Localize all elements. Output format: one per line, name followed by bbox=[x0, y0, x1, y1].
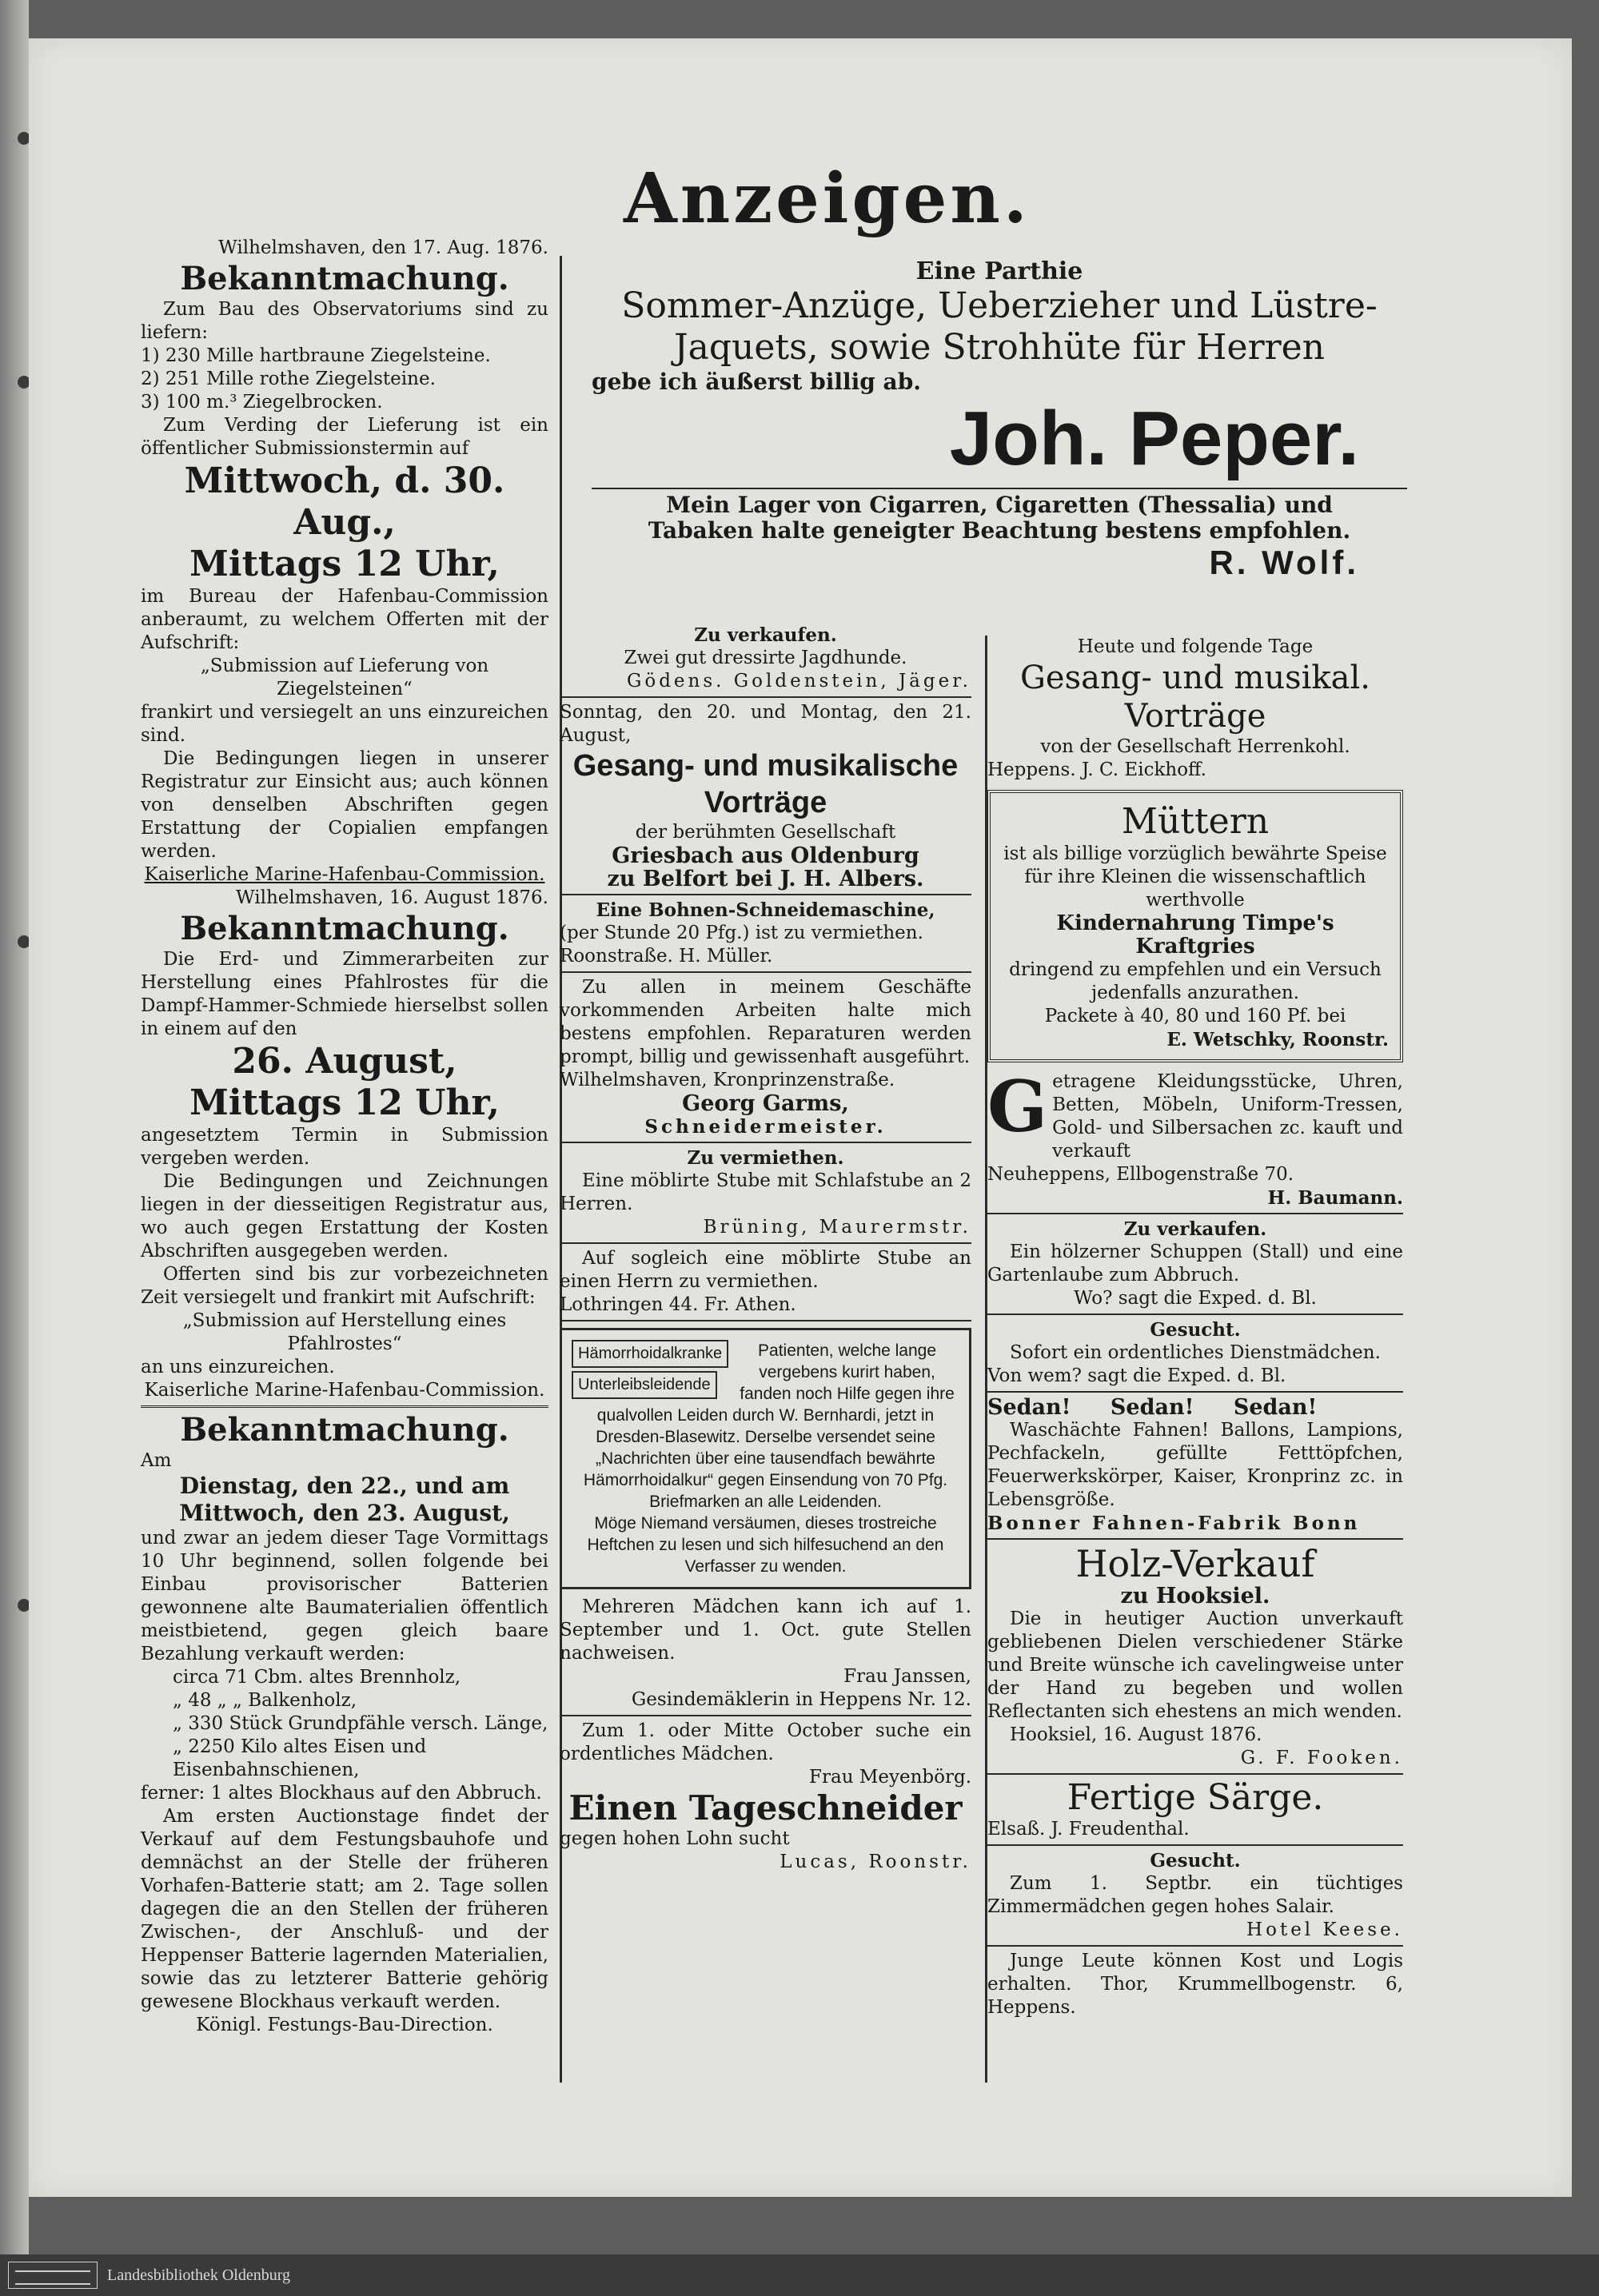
ad2-sign: Kaiserliche Marine-Hafenbau-Commission. bbox=[144, 1380, 545, 1401]
ad1-text1: Zum Bau des Observatoriums sind zu liefern: bbox=[141, 299, 548, 343]
ad-b5-title: Zu vermiethen. bbox=[687, 1147, 844, 1169]
ad2-when2: Mittags 12 Uhr, bbox=[189, 1082, 500, 1123]
ad1-quote: „Submission auf Lieferung von Ziegelsteinen“ bbox=[200, 656, 489, 700]
ad1-sign: Kaiserliche Marine-Hafenbau-Commission. bbox=[144, 864, 545, 885]
ad-b1-sign: Gödens. Goldenstein, Jäger. bbox=[626, 671, 971, 692]
ad-b2-place: zu Belfort bei J. H. Albers. bbox=[607, 867, 924, 891]
ad-c7-place: Hooksiel, 16. August 1876. bbox=[1010, 1724, 1262, 1745]
ad-c2-title: Müttern bbox=[1121, 801, 1270, 842]
ad-c2-box bbox=[987, 790, 1403, 1062]
ad1-text3: im Bureau der Hafenbau-Commission anberaumt, zu welchem Offerten mit der Aufschrift: bbox=[141, 586, 548, 653]
ad2-text2: angesetztem Termin in Submission vergeben werden. bbox=[141, 1125, 548, 1169]
ad-c9-text: Zum 1. Septbr. ein tüchtiges Zimmermädchen gegen hohes Salair. bbox=[987, 1873, 1403, 1917]
ad-c3 bbox=[987, 1065, 1403, 1163]
ad-b4-text: Zu allen in meinem Geschäfte vorkommenden Arbeiten halte mich bestens empfohlen. Reparaturen werden prompt, billig und gewissenhaft ausgeführt. bbox=[560, 977, 971, 1067]
ad-c7-sign: G. F. Fooken. bbox=[1240, 1748, 1403, 1768]
ad2-title: Bekanntmachung. bbox=[180, 910, 509, 947]
ad-c2-text2: dringend zu empfehlen und ein Versuch jedenfalls anzurathen. bbox=[1009, 959, 1382, 1003]
ad-c10-text: Junge Leute können Kost und Logis erhalten. Thor, Krummellbogenstr. 6, Heppens. bbox=[987, 1951, 1403, 2018]
ad-peper bbox=[592, 257, 1407, 582]
ad-c1-text2: von der Gesellschaft Herrenkohl. bbox=[1040, 736, 1350, 757]
ad-b2-text2: der berühmten Gesellschaft bbox=[635, 822, 896, 843]
ad-c5-title: Gesucht. bbox=[1150, 1319, 1241, 1341]
ad-c4-title: Zu verkaufen. bbox=[1123, 1218, 1267, 1240]
ad2-text3: Die Bedingungen und Zeichnungen liegen in der diesseitigen Registratur aus, wo auch gegen Erstattung der Kosten Abschriften ausgegeben werden. bbox=[141, 1171, 548, 1262]
ad-wolf-line2: Tabaken halte geneigter Beachtung bestens empfohlen. bbox=[648, 517, 1351, 544]
ad-peper-line3: Jaquets, sowie Strohhüte für Herren bbox=[673, 327, 1326, 368]
ad1-item: 2) 251 Mille rothe Ziegelsteine. bbox=[141, 369, 436, 389]
ad2-text1: Die Erd- und Zimmerarbeiten zur Herstellung eines Pfahlrostes für die Dampf-Hammer-Schmiede hierselbst sollen in einem auf den bbox=[141, 949, 548, 1039]
ad-c9-sign: Hotel Keese. bbox=[1246, 1919, 1403, 1940]
ad-b7-tag1: Hämorrhoidalkranke bbox=[572, 1340, 728, 1368]
ad-c7-text: Die in heutiger Auction unverkauft gebliebenen Dielen verschiedener Stärke und Breite wünsche ich cavelingweise unter der Hand zu begeben und wollen Reflectanten sich ehestens an mich wenden. bbox=[987, 1608, 1403, 1722]
ad3-when: Dienstag, den 22., und am Mittwoch, den 23. August, bbox=[179, 1473, 510, 1526]
ad-c7-title: Holz-Verkauf bbox=[1075, 1542, 1315, 1585]
ad1-title: Bekanntmachung. bbox=[180, 260, 509, 297]
ad-b6-sign: Lothringen 44. Fr. Athen. bbox=[560, 1294, 796, 1315]
ad-b10-text: gegen hohen Lohn sucht bbox=[560, 1828, 790, 1849]
ad-c3-initial: G bbox=[987, 1065, 1048, 1148]
ad-c4-sign: Wo? sagt die Exped. d. Bl. bbox=[1074, 1288, 1317, 1309]
column-1 bbox=[141, 237, 548, 2037]
ad-c1-text: Heute und folgende Tage bbox=[1077, 636, 1314, 657]
ad-c1-sign: Heppens. J. C. Eickhoff. bbox=[987, 759, 1206, 780]
ad-b2-text: Sonntag, den 20. und Montag, den 21. August, bbox=[560, 702, 971, 746]
ad-b1-title: Zu verkaufen. bbox=[694, 624, 837, 646]
ad-b6-text: Auf sogleich eine möblirte Stube an einen Herrn zu vermiethen. bbox=[560, 1248, 971, 1292]
ad-c4-text: Ein hölzerner Schuppen (Stall) und eine Gartenlaube zum Abbruch. bbox=[987, 1242, 1403, 1286]
ad2-quote: „Submission auf Herstellung eines Pfahlrostes“ bbox=[182, 1310, 507, 1354]
ad-c1-title: Gesang- und musikal. Vorträge bbox=[1019, 660, 1371, 735]
ad-b2-name: Griesbach aus Oldenburg bbox=[612, 843, 919, 868]
library-logo-icon bbox=[8, 2262, 98, 2289]
ad-c2-sign: E. Wetschky, Roonstr. bbox=[1166, 1029, 1389, 1050]
ad3-item: „ 2250 Kilo altes Eisen und Eisenbahnschienen, bbox=[173, 1736, 427, 1780]
ad-b7-tag2: Unterleibsleidende bbox=[572, 1371, 717, 1399]
ad-b7-text: Patienten, welche lange vergebens kurirt haben, fanden noch Hilfe gegen ihre qualvollen Leiden durch W. Bernhardi, jetzt in Dresden-Blasewitz. Derselbe versendet seine „Nachrichten über eine tausendfach bewährte Hämorrhoidalkur“ gegen Einsendung von 70 Pfg. Briefmarken an alle Leidenden. bbox=[583, 1341, 955, 1511]
ad-peper-line2: Sommer-Anzüge, Ueberzieher und Lüstre- bbox=[621, 285, 1378, 326]
ad-c2-text3: Packete à 40, 80 und 160 Pf. bei bbox=[1044, 1006, 1346, 1026]
ad-c7-sub: zu Hooksiel. bbox=[1120, 1584, 1270, 1608]
ad2-date: Wilhelmshaven, 16. August 1876. bbox=[236, 887, 548, 908]
ad-wolf-line1: Mein Lager von Cigarren, Cigaretten (Thessalia) und bbox=[666, 492, 1333, 518]
ad-b3-sign: Roonstraße. H. Müller. bbox=[560, 946, 773, 967]
ad-b9-sign: Frau Meyenbörg. bbox=[809, 1767, 971, 1788]
ad2-text5: an uns einzureichen. bbox=[141, 1357, 335, 1377]
ad3-sign: Königl. Festungs-Bau-Direction. bbox=[196, 2015, 493, 2035]
ad3-text3: Am ersten Auctionstage findet der Verkauf auf dem Festungsbauhofe und demnächst an der Stelle der früheren Vorhafen-Batterie statt; am 2. Tage sollen dagegen die an den Stellen der früheren Zwischen-, der Anschluß- und der Heppenser Batterie lagernden Materialien, sowie das zu letzterer Batterie gehörig gewesene Blockhaus verkauft werden. bbox=[141, 1806, 548, 2012]
ad3-am: Am bbox=[141, 1450, 172, 1471]
ad-c8-title: Fertige Särge. bbox=[1067, 1777, 1324, 1818]
ad3-text1: und zwar an jedem dieser Tage Vormittags 10 Uhr beginnend, sollen folgende bei Einbau provisorischer Batterien gewonnene alte Baumaterialien öffentlich meistbietend, gegen gleich baare Bezahlung verkauft werden: bbox=[141, 1528, 548, 1664]
page-title: Anzeigen. bbox=[624, 158, 1031, 239]
ad1-text5: Die Bedingungen liegen in unserer Registratur zur Einsicht aus; auch können von denselben Abschriften gegen Erstattung der Copialien empfangen werden. bbox=[141, 748, 548, 862]
ad2-text4: Offerten sind bis zur vorbezeichneten Zeit versiegelt und frankirt mit Aufschrift: bbox=[141, 1264, 548, 1308]
ad-peper-line1: Eine Parthie bbox=[915, 257, 1083, 285]
ad1-when1: Mittwoch, d. 30. Aug., bbox=[184, 460, 505, 543]
ad-c6-text: Waschächte Fahnen! Ballons, Lampions, Pechfackeln, gefüllte Fetttöpfchen, Feuerwerkskörper, Kaiser, Kronprinz zc. in Lebensgröße. bbox=[987, 1420, 1403, 1510]
ad-b7-text2: Möge Niemand versäumen, dieses trostreiche Heftchen zu lesen und sich hilfesuchend an den Verfasser zu wenden. bbox=[587, 1514, 944, 1576]
ad-b10-title: Einen Tageschneider bbox=[568, 1788, 963, 1828]
ad3-item: „ 330 Stück Grundpfähle versch. Länge, bbox=[173, 1713, 548, 1734]
ad-b8-sign2: Gesindemäklerin in Heppens Nr. 12. bbox=[631, 1689, 971, 1710]
ad-b1-text: Zwei gut dressirte Jagdhunde. bbox=[624, 648, 907, 668]
ad-b4-job: Schneidermeister. bbox=[644, 1116, 887, 1138]
ad-b5-text: Eine möblirte Stube mit Schlafstube an 2 Herren. bbox=[560, 1170, 971, 1214]
ad-c8-sign: Elsaß. J. Freudenthal. bbox=[987, 1819, 1190, 1840]
ad-b3-text2: (per Stunde 20 Pfg.) ist zu vermiethen. bbox=[560, 923, 923, 943]
ad2-when1: 26. August, bbox=[232, 1041, 457, 1082]
ad1-item: 1) 230 Mille hartbraune Ziegelsteine. bbox=[141, 345, 491, 366]
ad1-text2: Zum Verding der Lieferung ist ein öffentlicher Submissionstermin auf bbox=[141, 415, 548, 459]
ad-b2-title: Gesang- und musikalische Vorträge bbox=[572, 749, 959, 819]
book-spine bbox=[0, 0, 29, 2296]
ad-peper-line4: gebe ich äußerst billig ab. bbox=[592, 369, 922, 395]
ad-b5-sign: Brüning, Maurermstr. bbox=[703, 1217, 971, 1238]
ad-wolf-name: R. Wolf. bbox=[1209, 544, 1359, 581]
ad-c5-text2: Von wem? sagt die Exped. d. Bl. bbox=[987, 1365, 1286, 1386]
ad3-item: circa 71 Cbm. altes Brennholz, bbox=[173, 1667, 461, 1688]
ad1-item: 3) 100 m.³ Ziegelbrocken. bbox=[141, 392, 383, 413]
ad3-item: „ 48 „ „ Balkenholz, bbox=[173, 1690, 357, 1711]
ad-b4-name: Georg Garms, bbox=[682, 1091, 849, 1116]
ad-peper-name: Joh. Peper. bbox=[949, 396, 1359, 481]
ad-b9-text: Zum 1. oder Mitte October suche ein ordentliches Mädchen. bbox=[560, 1720, 971, 1764]
ad1-when2: Mittags 12 Uhr, bbox=[189, 544, 500, 584]
ad-c3-place: Neuheppens, Ellbogenstraße 70. bbox=[987, 1164, 1294, 1185]
ad-b7-box bbox=[560, 1328, 971, 1589]
ad-c3-text: etragene Kleidungsstücke, Uhren, Betten, Möbeln, Uniform-Tressen, Gold- und Silbersachen zc. kauft und verkauft bbox=[1052, 1071, 1403, 1162]
ad1-date: Wilhelmshaven, den 17. Aug. 1876. bbox=[218, 237, 548, 258]
library-name: Landesbibliothek Oldenburg bbox=[107, 2266, 291, 2284]
ad-c5-text: Sofort ein ordentliches Dienstmädchen. bbox=[1010, 1342, 1381, 1363]
ad-b8-sign: Frau Janssen, bbox=[843, 1666, 971, 1687]
ad-b4-place: Wilhelmshaven, Kronprinzenstraße. bbox=[560, 1070, 895, 1090]
ad-b3-text: Eine Bohnen-Schneidemaschine, bbox=[596, 899, 935, 921]
ad3-title: Bekanntmachung. bbox=[180, 1411, 509, 1449]
ad-c6-title: Sedan! Sedan! Sedan! bbox=[987, 1395, 1318, 1420]
ad-c3-sign: H. Baumann. bbox=[1267, 1187, 1403, 1209]
ad1-text4: frankirt und versiegelt an uns einzureichen sind. bbox=[141, 702, 548, 746]
ad-b10-sign: Lucas, Roonstr. bbox=[780, 1852, 971, 1872]
column-3 bbox=[987, 636, 1403, 2019]
ad-c2-text: ist als billige vorzüglich bewährte Speise für ihre Kleinen die wissenschaftlich werthvolle bbox=[1003, 843, 1387, 911]
ad-c2-name: Kindernahrung Timpe's Kraftgries bbox=[1056, 911, 1334, 959]
column-2 bbox=[560, 624, 971, 1874]
ad-b8-text: Mehreren Mädchen kann ich auf 1. September und 1. Oct. gute Stellen nachweisen. bbox=[560, 1596, 971, 1664]
library-footer bbox=[0, 2261, 290, 2290]
ad-c9-title: Gesucht. bbox=[1150, 1850, 1241, 1871]
ad3-text2: ferner: 1 altes Blockhaus auf den Abbruch. bbox=[141, 1783, 542, 1804]
ad-c6-sign: Bonner Fahnen-Fabrik Bonn bbox=[987, 1513, 1361, 1534]
